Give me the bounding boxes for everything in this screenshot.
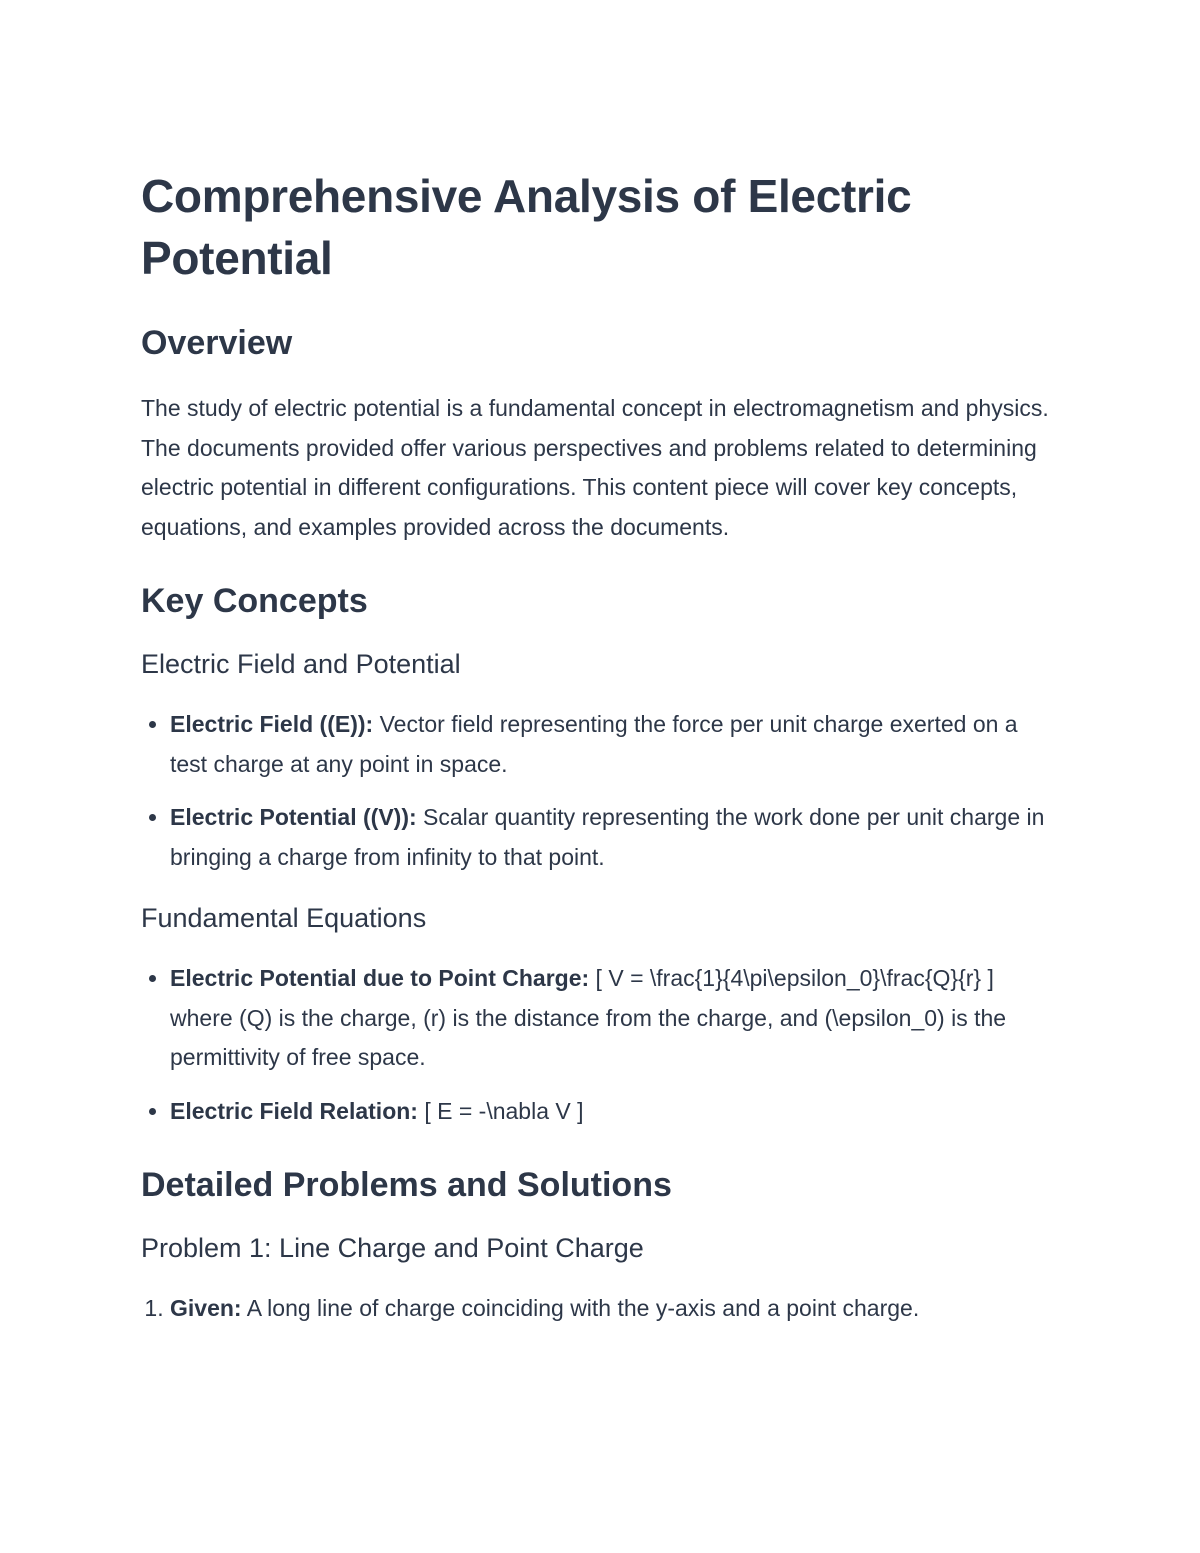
list-item xyxy=(170,705,1061,784)
field-potential-list xyxy=(141,705,1061,877)
problems-heading: Detailed Problems and Solutions xyxy=(141,1166,672,1204)
list-item-term: Electric Potential ((V)): xyxy=(170,804,417,830)
list-item-text: A long line of charge coinciding with the y-axis and a point charge. xyxy=(241,1295,920,1321)
list-item-term: Given: xyxy=(170,1295,242,1321)
equations-heading: Fundamental Equations xyxy=(141,903,427,933)
key-concepts-heading: Key Concepts xyxy=(141,582,368,620)
document-page xyxy=(141,165,1061,1343)
list-item-text: [ V = \frac{1}{4\pi\epsilon_0}\frac{Q}{r} ] where (Q) is the charge, (r) is the distance from the charge, and (\epsilon_0) is the permittivity of free space. xyxy=(170,965,1007,1070)
document-title: Comprehensive Analysis of Electric Potential xyxy=(141,170,912,284)
list-item xyxy=(170,798,1061,877)
field-potential-heading: Electric Field and Potential xyxy=(141,649,461,679)
list-item-term: Electric Field Relation: xyxy=(170,1097,418,1124)
list-item-term: Electric Potential due to Point Charge: xyxy=(170,965,590,991)
overview-heading: Overview xyxy=(141,324,293,362)
overview-paragraph: The study of electric potential is a fundamental concept in electromagnetism and physics. The documents provided offer various perspectives and problems related to determining electric potential in different configurations. This content piece will cover key concepts, equations, and examples provided across the documents. xyxy=(141,395,1049,540)
problem1-list xyxy=(141,1289,1061,1329)
list-item xyxy=(170,1092,1061,1132)
list-item-text: Vector field representing the force per unit charge exerted on a test charge at any point in space. xyxy=(170,711,1018,777)
list-item-text: [ E = -\nabla V ] xyxy=(417,1097,584,1124)
list-item xyxy=(170,1289,1061,1329)
list-item xyxy=(170,959,1061,1078)
equations-list xyxy=(141,959,1061,1131)
list-item-term: Electric Field ((E)): xyxy=(170,711,374,737)
list-item-text: Scalar quantity representing the work done per unit charge in bringing a charge from infinity to that point. xyxy=(170,804,1045,870)
problem1-heading: Problem 1: Line Charge and Point Charge xyxy=(141,1233,644,1263)
